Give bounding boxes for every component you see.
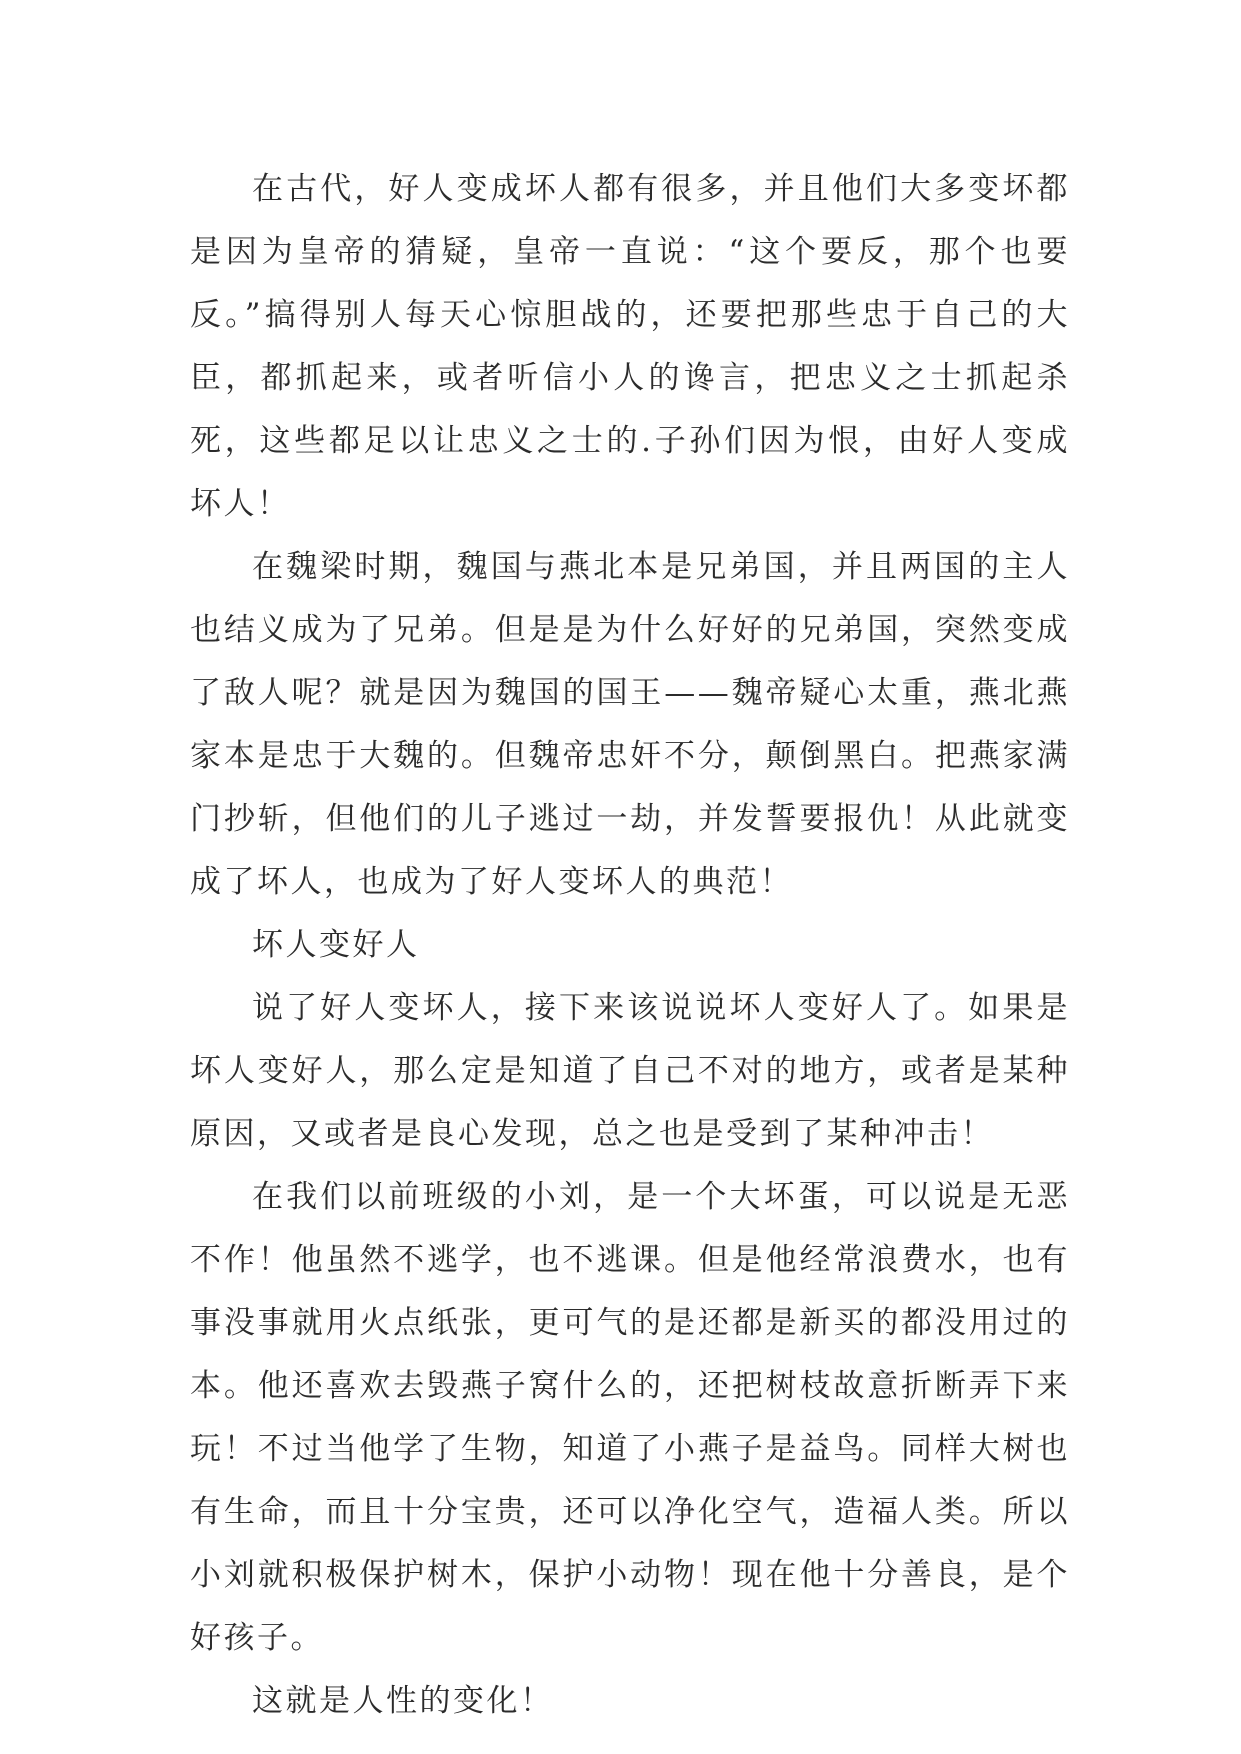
section-heading-bad-to-good: 坏人变好人 xyxy=(252,927,420,963)
document-body xyxy=(190,158,1070,1733)
paragraph-wei-liang-period: 在魏梁时期，魏国与燕北本是兄弟国，并且两国的主人也结义成为了兄弟。但是是为什么好好的兄弟国，突然变成了敌人呢？就是因为魏国的国王——魏帝疑心太重，燕北燕家本是忠于大魏的。但魏帝忠奸不分，颠倒黑白。把燕家满门抄斩，但他们的儿子逃过一劫，并发誓要报仇！从此就变成了坏人，也成为了好人变坏人的典范！ xyxy=(190,549,1070,900)
paragraph-conclusion: 这就是人性的变化！ xyxy=(252,1683,554,1719)
paragraph-bad-to-good-intro: 说了好人变坏人，接下来该说说坏人变好人了。如果是坏人变好人，那么定是知道了自己不对的地方，或者是某种原因，又或者是良心发现，总之也是受到了某种冲击！ xyxy=(190,990,1070,1152)
paragraph-ancient-times: 在古代，好人变成坏人都有很多，并且他们大多变坏都是因为皇帝的猜疑，皇帝一直说：“这个要反，那个也要反。”搞得别人每天心惊胆战的，还要把那些忠于自己的大臣，都抓起来，或者听信小人的谗言，把忠义之士抓起杀死，这些都足以让忠义之士的.子孙们因为恨，由好人变成坏人！ xyxy=(190,171,1070,522)
paragraph-xiao-liu-story: 在我们以前班级的小刘，是一个大坏蛋，可以说是无恶不作！他虽然不逃学，也不逃课。但是他经常浪费水，也有事没事就用火点纸张，更可气的是还都是新买的都没用过的本。他还喜欢去毁燕子窝什么的，还把树枝故意折断弄下来玩！不过当他学了生物，知道了小燕子是益鸟。同样大树也有生命，而且十分宝贵，还可以净化空气，造福人类。所以小刘就积极保护树木，保护小动物！现在他十分善良，是个好孩子。 xyxy=(190,1179,1070,1656)
